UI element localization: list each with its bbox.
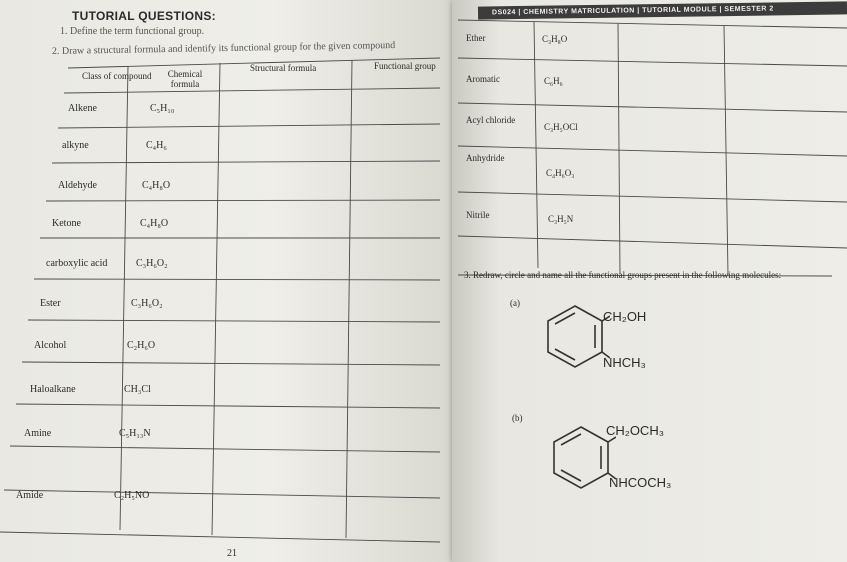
- module-banner: DS024 | CHEMISTRY MATRICULATION | TUTORIAL MODULE | SEMESTER 2: [478, 1, 847, 19]
- row-formula: C₄H₈O: [142, 180, 171, 191]
- header-formula: Chemical formula: [167, 69, 203, 89]
- row-class: Alcohol: [34, 340, 67, 351]
- molecule-b-top-group: CH₂OCH₃: [606, 423, 665, 438]
- molecule-b-bottom-group: NHCOCH₃: [609, 475, 672, 490]
- row-formula: C₃H₆O₂: [131, 298, 163, 309]
- question-1: 1. Define the term functional group.: [60, 26, 205, 37]
- molecule-a-label: (a): [510, 298, 520, 308]
- row-class: Haloalkane: [30, 384, 76, 395]
- header-structural: Structural formula: [250, 63, 317, 73]
- molecule-a-bottom-group: NHCH₃: [603, 355, 646, 370]
- row-class: Ether: [466, 33, 486, 43]
- header-functional: Functional group: [374, 61, 436, 71]
- molecule-b-label: (b): [512, 413, 523, 423]
- row-formula: C₅H₁₀: [150, 103, 175, 114]
- row-formula: C₃H₈O: [542, 34, 568, 44]
- row-formula: C₄H₆: [146, 140, 167, 151]
- row-class: Aldehyde: [58, 180, 97, 191]
- row-class: Alkene: [68, 103, 97, 114]
- row-formula: C₆H₆: [544, 76, 563, 86]
- row-formula: C₃H₅OCl: [544, 122, 578, 132]
- question-3: 3. Redraw, circle and name all the functional groups present in the following molecules:: [464, 270, 782, 280]
- row-formula: C₂H₅NO: [114, 490, 150, 501]
- row-class: Nitrile: [466, 210, 490, 220]
- row-formula: C₄H₈O: [140, 218, 169, 229]
- row-class: Ketone: [52, 218, 81, 229]
- row-formula: C₄H₆O₃: [546, 168, 575, 178]
- benzene-ring-a: [540, 302, 610, 372]
- row-class: Aromatic: [466, 74, 500, 84]
- row-formula: C₅H₁₃N: [119, 428, 151, 439]
- row-class: Acyl chloride: [466, 115, 516, 125]
- row-class: Ester: [40, 298, 61, 309]
- row-formula: C₃H₅N: [548, 214, 574, 224]
- row-formula: CH₃Cl: [124, 384, 151, 395]
- header-class: Class of compound: [82, 71, 152, 81]
- row-formula: C₂H₆O: [127, 340, 156, 351]
- page-number: 21: [227, 548, 237, 559]
- row-formula: C₃H₆O₂: [136, 258, 168, 269]
- tutorial-title: TUTORIAL QUESTIONS:: [72, 9, 216, 23]
- row-class: Amide: [16, 490, 44, 501]
- row-class: carboxylic acid: [46, 258, 108, 269]
- row-class: Anhydride: [466, 153, 505, 163]
- question-2: 2. Draw a structural formula and identify its functional group for the given compound: [51, 40, 396, 57]
- row-class: alkyne: [62, 140, 89, 151]
- molecule-a-top-group: CH₂OH: [603, 309, 647, 324]
- row-class: Amine: [24, 428, 52, 439]
